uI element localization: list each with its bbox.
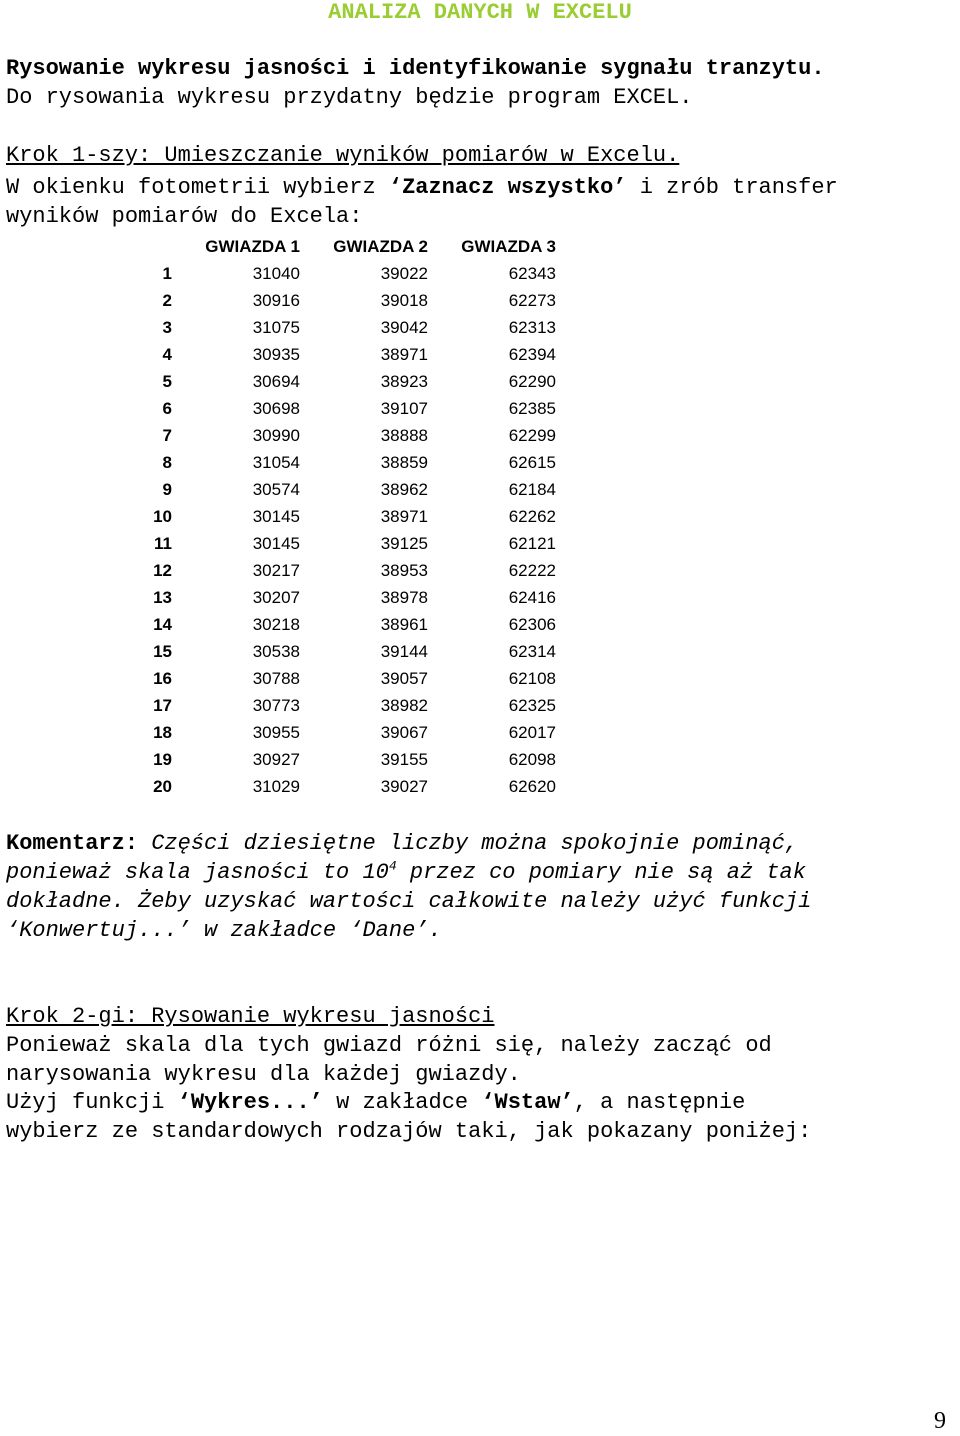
row-index-cell: 18 [153,722,172,742]
value-cell: 38982 [380,695,428,715]
value-cell: 30935 [252,344,300,364]
value-cell: 39018 [380,290,428,310]
value-cell: 38953 [380,560,428,580]
table-row [100,692,556,719]
comment-exponent: 4 [388,858,397,874]
value-cell: 62017 [508,722,556,742]
chart-function-label: ‘Wykres...’ [177,1090,323,1115]
value-cell: 62385 [508,398,556,418]
value-cell: 30927 [252,749,300,769]
value-cell: 62416 [508,587,556,607]
comment-text-1: Części dziesiętne liczby można spokojnie pominąć, [138,831,799,856]
insert-tab-label: ‘Wstaw’ [481,1090,574,1115]
step2-text-3a: Użyj funkcji [6,1090,178,1115]
value-cell: 30538 [252,641,300,661]
table-row [100,449,556,476]
value-cell: 38962 [380,479,428,499]
table-row [100,530,556,557]
step1-line-2: wyników pomiarów do Excela: [6,204,363,229]
table-row [100,638,556,665]
page-number: 9 [934,1408,946,1434]
row-index-cell: 9 [162,479,172,499]
row-index-cell: 16 [153,668,172,688]
row-index-cell: 10 [153,506,172,526]
step2-line-3 [6,1090,745,1116]
value-cell: 62313 [508,317,556,337]
row-index-cell: 20 [153,776,172,796]
value-cell: 62615 [508,452,556,472]
row-index-cell: 17 [153,695,172,715]
value-cell: 62184 [508,479,556,499]
select-all-label: ‘Zaznacz wszystko’ [388,175,627,200]
value-cell: 30574 [252,479,300,499]
value-cell: 30207 [252,587,300,607]
value-cell: 62394 [508,344,556,364]
value-cell: 31029 [252,776,300,796]
table-row [100,557,556,584]
value-cell: 39067 [380,722,428,742]
value-cell: 62273 [508,290,556,310]
step2-text-3e: , a następnie [573,1090,746,1115]
value-cell: 62314 [508,641,556,661]
row-index-cell: 13 [153,587,172,607]
table-row [100,395,556,422]
value-cell: 30955 [252,722,300,742]
value-cell: 31054 [252,452,300,472]
value-cell: 38859 [380,452,428,472]
comment-label: Komentarz: [6,831,139,856]
value-cell: 38971 [380,506,428,526]
row-index-cell: 11 [154,533,172,553]
step2-text-3c: w zakładce [322,1090,482,1115]
table-header-star-1: GWIAZDA 1 [205,236,300,256]
value-cell: 30145 [252,533,300,553]
value-cell: 62343 [508,263,556,283]
value-cell: 62306 [508,614,556,634]
row-index-cell: 2 [162,290,172,310]
value-cell: 31075 [252,317,300,337]
value-cell: 62325 [508,695,556,715]
table-row [100,476,556,503]
value-cell: 38961 [380,614,428,634]
intro-line-2: Do rysowania wykresu przydatny będzie program EXCEL. [6,85,693,110]
table-row [100,287,556,314]
value-cell: 62108 [508,668,556,688]
table-header-index [100,233,172,260]
value-cell: 62121 [508,533,556,553]
value-cell: 30788 [252,668,300,688]
value-cell: 62299 [508,425,556,445]
comment-line-1 [6,831,798,857]
value-cell: 62620 [508,776,556,796]
table-row [100,314,556,341]
row-index-cell: 4 [162,344,172,364]
step2-heading: Krok 2-gi: Rysowanie wykresu jasności [6,1004,495,1029]
value-cell: 38971 [380,344,428,364]
value-cell: 62262 [508,506,556,526]
step1-line-1 [6,175,838,201]
row-index-cell: 12 [153,560,172,580]
step2-line-4: wybierz ze standardowych rodzajów taki, jak pokazany poniżej: [6,1119,812,1144]
table-row [100,341,556,368]
row-index-cell: 5 [162,371,172,391]
step1-heading: Krok 1-szy: Umieszczanie wyników pomiarów w Excelu. [6,143,680,168]
row-index-cell: 7 [162,425,172,445]
comment-text-2b: przez co pomiary nie są aż tak [396,860,806,885]
table-row [100,665,556,692]
value-cell: 39125 [380,533,428,553]
value-cell: 30773 [252,695,300,715]
table-row [100,773,556,800]
comment-line-3: dokładne. Żeby uzyskać wartości całkowite należy użyć funkcji [6,889,812,914]
step1-text-a: W okienku fotometrii wybierz [6,175,389,200]
intro-line-1: Rysowanie wykresu jasności i identyfikowanie sygnału tranzytu. [6,56,825,81]
comment-line-2 [6,860,806,886]
row-index-cell: 14 [153,614,172,634]
value-cell: 38923 [380,371,428,391]
value-cell: 30217 [252,560,300,580]
value-cell: 30698 [252,398,300,418]
value-cell: 30990 [252,425,300,445]
table-header-star-3: GWIAZDA 3 [461,236,556,256]
step2-line-2: narysowania wykresu dla każdej gwiazdy. [6,1062,521,1087]
value-cell: 39027 [380,776,428,796]
row-index-cell: 19 [153,749,172,769]
value-cell: 62222 [508,560,556,580]
comment-line-4: ‘Konwertuj...’ w zakładce ‘Dane’. [6,918,442,943]
value-cell: 30694 [252,371,300,391]
value-cell: 39144 [380,641,428,661]
table-row [100,746,556,773]
table-row [100,584,556,611]
table-row [100,260,556,287]
value-cell: 31040 [252,263,300,283]
row-index-cell: 3 [162,317,172,337]
table-row [100,719,556,746]
page-title: ANALIZA DANYCH W EXCELU [328,0,632,25]
value-cell: 39107 [380,398,428,418]
value-cell: 62098 [508,749,556,769]
value-cell: 39042 [380,317,428,337]
row-index-cell: 8 [162,452,172,472]
value-cell: 38978 [380,587,428,607]
measurements-table [100,233,556,800]
step2-line-1: Ponieważ skala dla tych gwiazd różni się, należy zacząć od [6,1033,772,1058]
step1-text-b: i zrób transfer [626,175,838,200]
value-cell: 30145 [252,506,300,526]
table-row [100,422,556,449]
value-cell: 39057 [380,668,428,688]
row-index-cell: 15 [153,641,172,661]
value-cell: 39022 [380,263,428,283]
value-cell: 30916 [252,290,300,310]
value-cell: 30218 [252,614,300,634]
value-cell: 62290 [508,371,556,391]
row-index-cell: 6 [162,398,172,418]
table-row [100,368,556,395]
table-row [100,503,556,530]
comment-text-2a: ponieważ skala jasności to 10 [6,860,389,885]
table-header-star-2: GWIAZDA 2 [333,236,428,256]
table-row [100,611,556,638]
value-cell: 39155 [380,749,428,769]
table-header-row [100,233,556,260]
value-cell: 38888 [380,425,428,445]
row-index-cell: 1 [162,263,172,283]
